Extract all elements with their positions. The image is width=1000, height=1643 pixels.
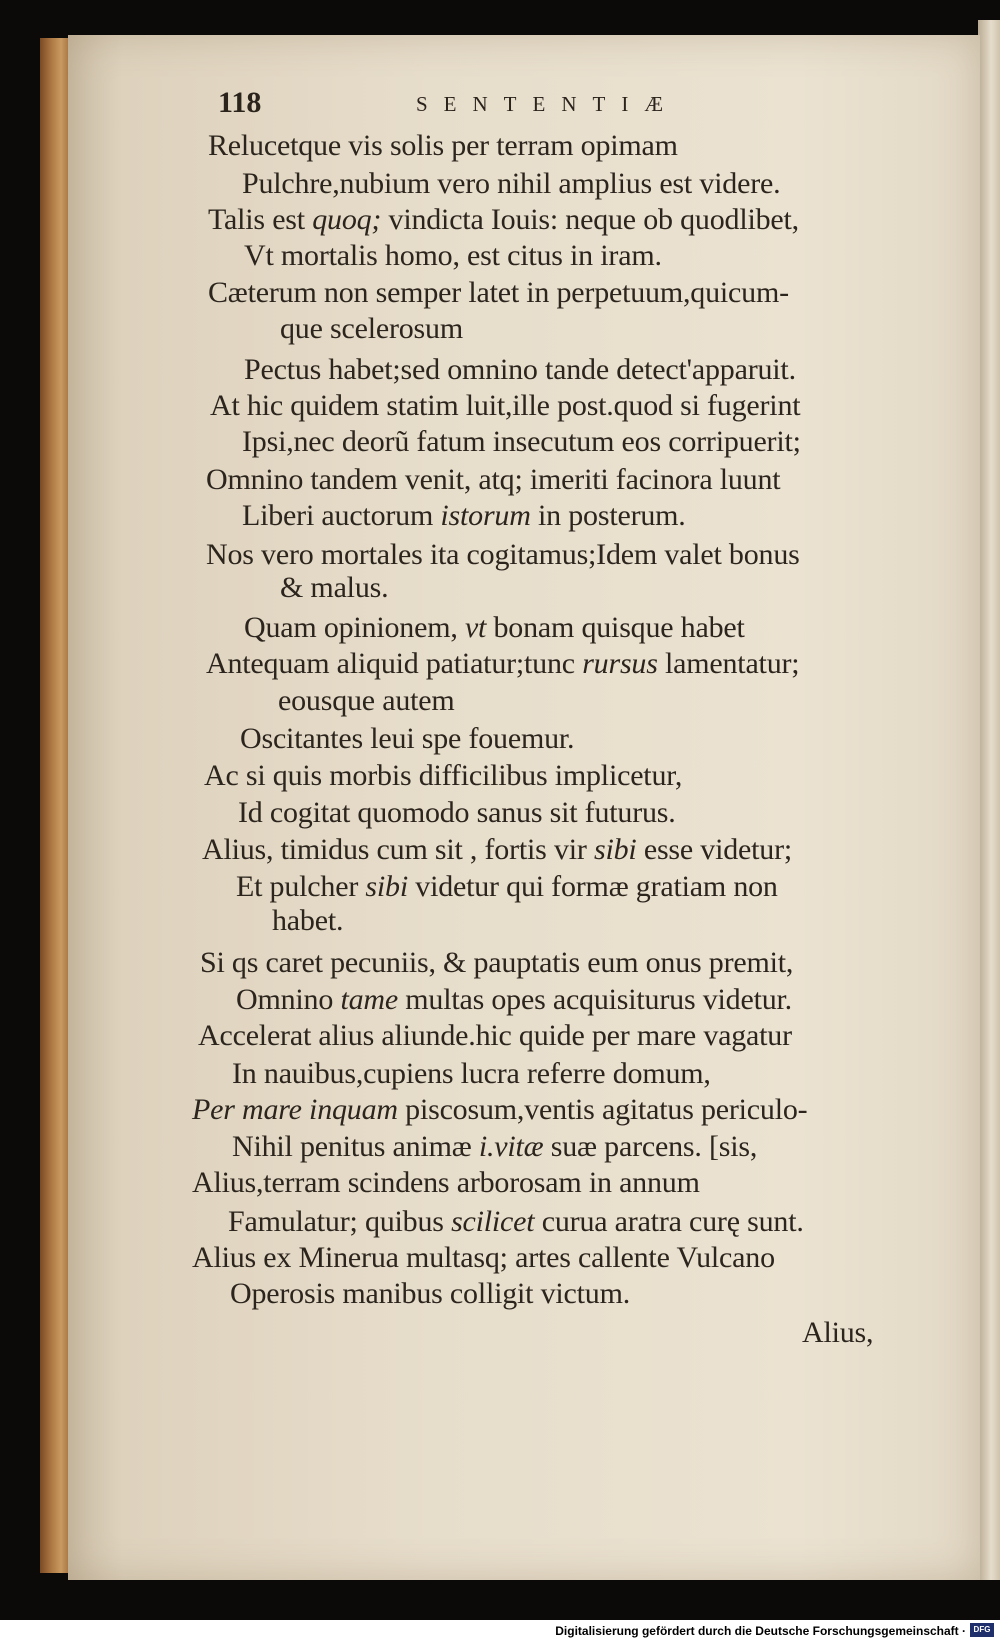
text-line: Alius ex Minerua multasq; artes callente Vulcano — [192, 1241, 775, 1274]
text-line: Alius,terram scindens arborosam in annum — [192, 1166, 700, 1199]
text-line: Talis est quoq; vindicta Iouis: neque ob quodlibet, — [208, 203, 799, 236]
book-spine-edge — [40, 38, 70, 1573]
text-line: Liberi auctorum istorum in posterum. — [242, 499, 686, 532]
text-line: Omnino tame multas opes acquisiturus videtur. — [236, 983, 792, 1016]
page-number: 118 — [218, 86, 262, 119]
text-line: Operosis manibus colligit victum. — [230, 1277, 631, 1310]
text-line: Per mare inquam piscosum,ventis agitatus periculo- — [192, 1093, 808, 1126]
text-line: Antequam aliquid patiatur;tunc rursus lamentatur; — [206, 647, 800, 680]
text-line: Pectus habet;sed omnino tande detect'apparuit. — [244, 353, 796, 386]
text-line: Vt mortalis homo, est citus in iram. — [244, 239, 662, 272]
text-line: Famulatur; quibus scilicet curua aratra curę sunt. — [228, 1205, 804, 1238]
text-line: Quam opinionem, vt bonam quisque habet — [244, 611, 745, 644]
text-line: Nihil penitus animæ i.vitæ suæ parcens. [sis, — [232, 1130, 758, 1163]
text-line: Ac si quis morbis difficilibus implicetur, — [204, 759, 683, 792]
text-line: Accelerat alius aliunde.hic quide per mare vagatur — [198, 1019, 792, 1052]
text-line: In nauibus,cupiens lucra referre domum, — [232, 1057, 711, 1090]
text-line: Si qs caret pecuniis, & pauptatis eum onus premit, — [200, 946, 794, 979]
running-head: SENTENTIÆ — [416, 92, 679, 116]
text-line: At hic quidem statim luit,ille post.quod si fugerint — [210, 389, 801, 422]
catchword: Alius, — [802, 1316, 874, 1349]
text-line: & malus. — [280, 571, 389, 604]
text-line: Pulchre,nubium vero nihil amplius est videre. — [242, 167, 781, 200]
text-line: Alius, timidus cum sit , fortis vir sibi esse videtur; — [202, 833, 793, 866]
text-line: Et pulcher sibi videtur qui formæ gratiam non — [236, 870, 778, 903]
page-stack-edge — [978, 20, 1000, 1580]
text-line: Oscitantes leui spe fouemur. — [240, 722, 575, 755]
text-line: Id cogitat quomodo sanus sit futurus. — [238, 796, 676, 829]
text-line: habet. — [272, 904, 344, 937]
page-header — [218, 86, 918, 126]
text-line: eousque autem — [278, 684, 455, 717]
text-line: Relucetque vis solis per terram opimam — [208, 129, 678, 162]
footer-bar — [0, 1620, 1000, 1643]
dfg-logo-icon: DFG — [970, 1623, 994, 1637]
text-line: que scelerosum — [280, 312, 463, 345]
text-line: Ipsi,nec deorũ fatum insecutum eos corripuerit; — [242, 425, 801, 458]
text-line: Omnino tandem venit, atq; imeriti facinora luunt — [206, 463, 781, 496]
text-line: Nos vero mortales ita cogitamus;Idem valet bonus — [206, 538, 800, 571]
digitization-credit: Digitalisierung gefördert durch die Deutsche Forschungsgemeinschaft · — [555, 1624, 966, 1638]
text-line: Cæterum non semper latet in perpetuum,quicum- — [208, 276, 789, 309]
